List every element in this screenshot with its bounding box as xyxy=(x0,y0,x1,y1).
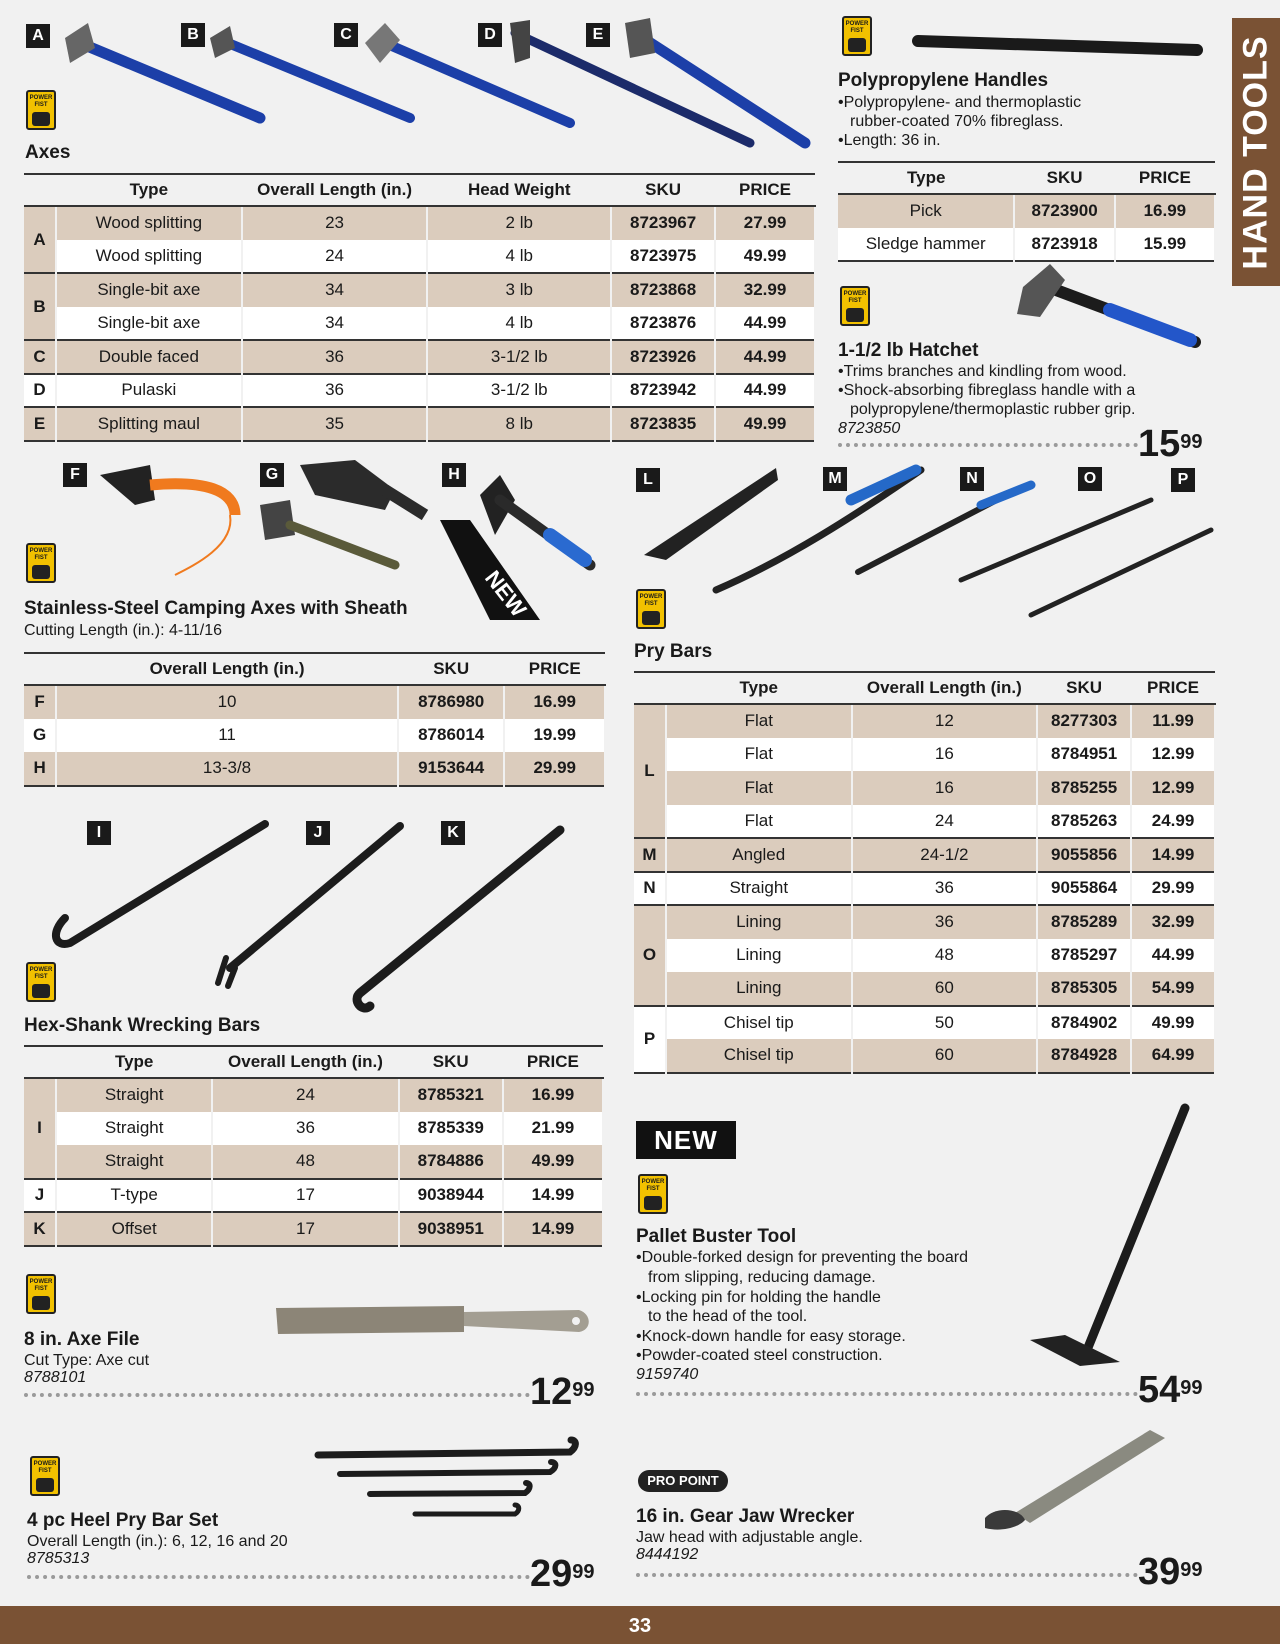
table-cell: 8786980 xyxy=(398,685,505,719)
price-leader xyxy=(27,1575,530,1579)
table-header-cell xyxy=(24,174,56,206)
table-header-cell: PRICE xyxy=(1131,672,1215,704)
gearjaw-title: 16 in. Gear Jaw Wrecker xyxy=(636,1506,855,1527)
table-cell: Chisel tip xyxy=(666,1039,852,1073)
new-banner xyxy=(440,520,540,620)
heel-subtitle: Overall Length (in.): 6, 12, 16 and 20 xyxy=(27,1533,288,1550)
table-cell: N xyxy=(634,872,666,906)
table-row xyxy=(838,194,1215,228)
table-header-cell xyxy=(634,672,666,704)
power-fist-logo: POWER FIST xyxy=(26,1274,56,1314)
table-row xyxy=(24,752,605,786)
table-cell: 12.99 xyxy=(1131,738,1215,772)
table-cell: H xyxy=(24,752,56,786)
table-cell: 8785255 xyxy=(1037,771,1131,805)
axes-title: Axes xyxy=(25,142,71,163)
table-cell: 14.99 xyxy=(503,1212,603,1246)
table-header-cell: PRICE xyxy=(1115,162,1215,194)
pallet-price: $54^{99}$ xyxy=(1138,1369,1203,1411)
new-tag: NEW xyxy=(636,1121,736,1159)
table-cell: 11.99 xyxy=(1131,704,1215,738)
hatchet-bullet: polypropylene/thermoplastic rubber grip. xyxy=(850,401,1136,418)
camping-subtitle: Cutting Length (in.): 4-11/16 xyxy=(24,622,223,639)
poly-table xyxy=(838,161,1216,262)
table-cell: 8723967 xyxy=(611,206,715,240)
table-cell: 4 lb xyxy=(427,307,611,341)
table-cell: Double faced xyxy=(56,340,242,374)
pallet-bullet: •Knock-down handle for easy storage. xyxy=(636,1328,906,1345)
gearjaw-price: $39^{99}$ xyxy=(1138,1551,1203,1593)
table-cell: Lining xyxy=(666,972,852,1006)
table-cell: Single-bit axe xyxy=(56,307,242,341)
table-cell: Wood splitting xyxy=(56,206,242,240)
gear-jaw-wrecker-image xyxy=(970,1428,1170,1548)
prybars-table xyxy=(634,671,1216,1074)
table-cell: 16 xyxy=(852,771,1038,805)
section-tab-label: HAND TOOLS xyxy=(1236,34,1275,270)
table-cell: 36 xyxy=(852,872,1038,906)
table-row xyxy=(24,340,815,374)
table-cell: 34 xyxy=(242,307,428,341)
wreck-letter-k: K xyxy=(441,821,465,845)
table-cell: 34 xyxy=(242,273,428,307)
power-fist-logo: POWER FIST xyxy=(636,589,666,629)
table-cell: 32.99 xyxy=(715,273,815,307)
table-cell: L xyxy=(634,704,666,838)
power-fist-logo: POWER FIST xyxy=(840,286,870,326)
table-cell: 8784886 xyxy=(399,1145,503,1179)
table-cell: 50 xyxy=(852,1006,1038,1040)
table-header-cell: SKU xyxy=(398,653,505,685)
table-cell: 17 xyxy=(212,1179,398,1213)
power-fist-logo: POWER FIST xyxy=(30,1456,60,1496)
table-header-cell: Overall Length (in.) xyxy=(212,1046,398,1078)
table-cell: 16 xyxy=(852,738,1038,772)
table-cell: 23 xyxy=(242,206,428,240)
table-cell: 19.99 xyxy=(504,719,605,753)
table-header-cell: Overall Length (in.) xyxy=(56,653,398,685)
table-cell: 49.99 xyxy=(715,407,815,441)
table-cell: I xyxy=(24,1078,56,1179)
table-cell: Pick xyxy=(838,194,1014,228)
table-cell: Sledge hammer xyxy=(838,228,1014,262)
table-cell: 8723975 xyxy=(611,240,715,274)
table-cell: 60 xyxy=(852,972,1038,1006)
table-cell: A xyxy=(24,206,56,273)
price-leader xyxy=(636,1573,1138,1577)
pry-letter-l: L xyxy=(636,468,660,492)
table-cell: 44.99 xyxy=(715,307,815,341)
table-cell: G xyxy=(24,719,56,753)
table-cell: 49.99 xyxy=(503,1145,603,1179)
table-cell: 24 xyxy=(242,240,428,274)
table-cell: 8277303 xyxy=(1037,704,1131,738)
table-cell: 8723918 xyxy=(1014,228,1114,262)
table-row xyxy=(24,719,605,753)
table-cell: 48 xyxy=(212,1145,398,1179)
table-row xyxy=(24,273,815,307)
hatchet-title: 1-1/2 lb Hatchet xyxy=(838,340,979,361)
power-fist-logo: POWER FIST xyxy=(26,90,56,130)
col-weight: Head Weight xyxy=(427,174,611,206)
poly-bullet: rubber-coated 70% fibreglass. xyxy=(850,113,1064,130)
table-cell: Splitting maul xyxy=(56,407,242,441)
heel-sku: 8785313 xyxy=(27,1550,90,1567)
pry-bars-image xyxy=(636,460,1216,625)
axe-letter-a: A xyxy=(26,24,50,48)
table-cell: Straight xyxy=(56,1145,212,1179)
table-cell: Lining xyxy=(666,939,852,973)
table-cell: 8 lb xyxy=(427,407,611,441)
pallet-bullet: •Powder-coated steel construction. xyxy=(636,1347,883,1364)
price-leader xyxy=(636,1392,1138,1396)
table-cell: 8723835 xyxy=(611,407,715,441)
table-cell: Straight xyxy=(56,1078,212,1112)
wreck-letter-j: J xyxy=(306,821,330,845)
table-cell: 44.99 xyxy=(1131,939,1215,973)
power-fist-logo: POWER FIST xyxy=(26,543,56,583)
camping-letter-h: H xyxy=(442,463,466,487)
table-header-cell: Type xyxy=(666,672,852,704)
table-header-cell: PRICE xyxy=(504,653,605,685)
table-cell: 44.99 xyxy=(715,374,815,408)
axe-letter-d: D xyxy=(478,23,502,47)
table-cell: 8723900 xyxy=(1014,194,1114,228)
hatchet-sku: 8723850 xyxy=(838,420,901,437)
power-fist-logo: POWER FIST xyxy=(842,16,872,56)
table-row xyxy=(24,1112,603,1146)
handle-image xyxy=(912,30,1202,60)
table-cell: 35 xyxy=(242,407,428,441)
camping-title: Stainless-Steel Camping Axes with Sheath xyxy=(24,598,408,619)
hatchet-price: $15^{99}$ xyxy=(1138,423,1203,465)
table-cell: 16.99 xyxy=(503,1078,603,1112)
table-cell: 8785297 xyxy=(1037,939,1131,973)
table-cell: 9055856 xyxy=(1037,838,1131,872)
hatchet-image xyxy=(1015,262,1215,357)
table-cell: 8723926 xyxy=(611,340,715,374)
price-leader xyxy=(838,443,1138,447)
table-row xyxy=(838,228,1215,262)
table-header-cell: SKU xyxy=(1014,162,1114,194)
table-cell: Angled xyxy=(666,838,852,872)
pallet-title: Pallet Buster Tool xyxy=(636,1226,797,1247)
table-header-cell: SKU xyxy=(399,1046,503,1078)
table-cell: 29.99 xyxy=(504,752,605,786)
table-cell: 17 xyxy=(212,1212,398,1246)
table-cell: 21.99 xyxy=(503,1112,603,1146)
table-cell: 36 xyxy=(852,905,1038,939)
table-cell: F xyxy=(24,685,56,719)
table-cell: 13-3/8 xyxy=(56,752,398,786)
table-row xyxy=(634,805,1215,839)
table-cell: 14.99 xyxy=(1131,838,1215,872)
table-cell: Single-bit axe xyxy=(56,273,242,307)
table-cell: Wood splitting xyxy=(56,240,242,274)
wrecking-table xyxy=(24,1045,604,1247)
table-cell: M xyxy=(634,838,666,872)
table-cell: 24 xyxy=(212,1078,398,1112)
table-row xyxy=(634,704,1215,738)
hatchet-bullet: •Shock-absorbing fibreglass handle with a xyxy=(838,382,1136,399)
camping-letter-f: F xyxy=(63,463,87,487)
table-header-cell: Type xyxy=(838,162,1014,194)
wrecking-title: Hex-Shank Wrecking Bars xyxy=(24,1015,261,1036)
file-subtitle: Cut Type: Axe cut xyxy=(24,1352,150,1369)
table-cell: Straight xyxy=(666,872,852,906)
page-number: 33 xyxy=(0,1606,1280,1644)
table-cell: 27.99 xyxy=(715,206,815,240)
table-cell: 8785339 xyxy=(399,1112,503,1146)
axe-letter-b: B xyxy=(181,23,205,47)
table-cell: 8784928 xyxy=(1037,1039,1131,1073)
table-cell: 8784951 xyxy=(1037,738,1131,772)
table-cell: 8784902 xyxy=(1037,1006,1131,1040)
table-row xyxy=(634,738,1215,772)
table-cell: 8723868 xyxy=(611,273,715,307)
table-cell: D xyxy=(24,374,56,408)
table-header-cell xyxy=(24,1046,56,1078)
table-cell: 12.99 xyxy=(1131,771,1215,805)
new-label: NEW xyxy=(480,565,532,622)
table-cell: 36 xyxy=(242,340,428,374)
table-cell: 24 xyxy=(852,805,1038,839)
table-cell: 8785305 xyxy=(1037,972,1131,1006)
hatchet-bullet: •Trims branches and kindling from wood. xyxy=(838,363,1127,380)
table-cell: 12 xyxy=(852,704,1038,738)
axes-image xyxy=(60,18,820,153)
table-cell: O xyxy=(634,905,666,1006)
table-cell: 8723876 xyxy=(611,307,715,341)
gearjaw-subtitle: Jaw head with adjustable angle. xyxy=(636,1529,863,1546)
table-cell: 9038944 xyxy=(399,1179,503,1213)
table-cell: C xyxy=(24,340,56,374)
table-cell: 16.99 xyxy=(1115,194,1215,228)
table-row xyxy=(634,771,1215,805)
table-cell: 64.99 xyxy=(1131,1039,1215,1073)
table-row xyxy=(24,1179,603,1213)
pry-letter-p: P xyxy=(1171,468,1195,492)
pallet-bullet: from slipping, reducing damage. xyxy=(648,1269,876,1286)
table-cell: J xyxy=(24,1179,56,1213)
table-row xyxy=(634,905,1215,939)
heel-pry-bar-set-image xyxy=(315,1442,585,1522)
table-row xyxy=(634,939,1215,973)
table-cell: 24.99 xyxy=(1131,805,1215,839)
camping-table xyxy=(24,652,606,787)
table-cell: E xyxy=(24,407,56,441)
camping-letter-g: G xyxy=(260,463,284,487)
heel-title: 4 pc Heel Pry Bar Set xyxy=(27,1510,219,1531)
table-cell: P xyxy=(634,1006,666,1073)
table-cell: Offset xyxy=(56,1212,212,1246)
table-cell: 2 lb xyxy=(427,206,611,240)
table-cell: 49.99 xyxy=(715,240,815,274)
table-cell: 36 xyxy=(242,374,428,408)
table-cell: 8785263 xyxy=(1037,805,1131,839)
axe-letter-e: E xyxy=(586,23,610,47)
axe-letter-c: C xyxy=(334,23,358,47)
power-fist-logo: POWER FIST xyxy=(26,962,56,1002)
table-cell: 4 lb xyxy=(427,240,611,274)
col-length: Overall Length (in.) xyxy=(242,174,428,206)
table-cell: Flat xyxy=(666,771,852,805)
table-header-cell: Overall Length (in.) xyxy=(852,672,1038,704)
table-cell: B xyxy=(24,273,56,340)
table-cell: 8786014 xyxy=(398,719,505,753)
prybars-title: Pry Bars xyxy=(634,641,713,662)
pallet-bullet: to the head of the tool. xyxy=(648,1308,808,1325)
table-row xyxy=(24,1145,603,1179)
axes-table xyxy=(24,173,816,442)
pry-letter-m: M xyxy=(823,467,847,491)
power-fist-logo: POWER FIST xyxy=(638,1174,668,1214)
file-sku: 8788101 xyxy=(24,1369,87,1386)
price-leader xyxy=(24,1393,530,1397)
table-cell: 44.99 xyxy=(715,340,815,374)
table-cell: 8785321 xyxy=(399,1078,503,1112)
table-cell: 36 xyxy=(212,1112,398,1146)
table-cell: 3-1/2 lb xyxy=(427,374,611,408)
col-price: PRICE xyxy=(715,174,815,206)
pallet-buster-image xyxy=(1025,1100,1205,1370)
pro-point-logo: PRO POINT xyxy=(638,1470,728,1492)
gearjaw-sku: 8444192 xyxy=(636,1546,699,1563)
table-cell: 16.99 xyxy=(504,685,605,719)
table-row xyxy=(634,972,1215,1006)
table-cell: 9038951 xyxy=(399,1212,503,1246)
poly-title: Polypropylene Handles xyxy=(838,70,1049,91)
file-title: 8 in. Axe File xyxy=(24,1329,140,1350)
pry-letter-o: O xyxy=(1078,467,1102,491)
table-cell: 15.99 xyxy=(1115,228,1215,262)
table-row xyxy=(634,838,1215,872)
table-cell: K xyxy=(24,1212,56,1246)
wreck-letter-i: I xyxy=(87,821,111,845)
table-row xyxy=(24,307,815,341)
poly-bullet: •Length: 36 in. xyxy=(838,132,941,149)
table-cell: 60 xyxy=(852,1039,1038,1073)
axe-file-image xyxy=(274,1302,594,1342)
table-cell: 9055864 xyxy=(1037,872,1131,906)
table-cell: Flat xyxy=(666,805,852,839)
table-row xyxy=(634,872,1215,906)
table-cell: Lining xyxy=(666,905,852,939)
table-row xyxy=(24,685,605,719)
table-cell: 54.99 xyxy=(1131,972,1215,1006)
heel-price: $29^{99}$ xyxy=(530,1553,595,1595)
table-cell: 49.99 xyxy=(1131,1006,1215,1040)
table-header-cell xyxy=(24,653,56,685)
table-row xyxy=(24,374,815,408)
col-sku: SKU xyxy=(611,174,715,206)
table-cell: 29.99 xyxy=(1131,872,1215,906)
table-cell: Pulaski xyxy=(56,374,242,408)
pallet-bullet: •Double-forked design for preventing the board xyxy=(636,1249,969,1266)
table-cell: 3 lb xyxy=(427,273,611,307)
table-cell: 14.99 xyxy=(503,1179,603,1213)
table-cell: 24-1/2 xyxy=(852,838,1038,872)
table-cell: 8723942 xyxy=(611,374,715,408)
file-price: $12^{99}$ xyxy=(530,1371,595,1413)
table-row xyxy=(24,407,815,441)
table-cell: 32.99 xyxy=(1131,905,1215,939)
table-header-cell: PRICE xyxy=(503,1046,603,1078)
table-cell: Flat xyxy=(666,738,852,772)
table-cell: 3-1/2 lb xyxy=(427,340,611,374)
table-row xyxy=(634,1039,1215,1073)
poly-bullet: •Polypropylene- and thermoplastic xyxy=(838,94,1082,111)
table-cell: 8785289 xyxy=(1037,905,1131,939)
table-cell: Straight xyxy=(56,1112,212,1146)
table-cell: 10 xyxy=(56,685,398,719)
pallet-sku: 9159740 xyxy=(636,1366,699,1383)
pallet-bullet: •Locking pin for holding the handle xyxy=(636,1289,881,1306)
table-cell: 11 xyxy=(56,719,398,753)
table-cell: Flat xyxy=(666,704,852,738)
table-row xyxy=(24,1078,603,1112)
table-row xyxy=(24,240,815,274)
table-row xyxy=(634,1006,1215,1040)
table-cell: 48 xyxy=(852,939,1038,973)
table-header-cell: Type xyxy=(56,1046,212,1078)
wrecking-bars-image xyxy=(40,818,580,1018)
table-cell: Chisel tip xyxy=(666,1006,852,1040)
table-header-cell: SKU xyxy=(1037,672,1131,704)
table-row xyxy=(24,206,815,240)
pry-letter-n: N xyxy=(960,467,984,491)
table-cell: T-type xyxy=(56,1179,212,1213)
table-cell: 9153644 xyxy=(398,752,505,786)
section-tab xyxy=(1232,18,1280,286)
col-type: Type xyxy=(56,174,242,206)
table-row xyxy=(24,1212,603,1246)
